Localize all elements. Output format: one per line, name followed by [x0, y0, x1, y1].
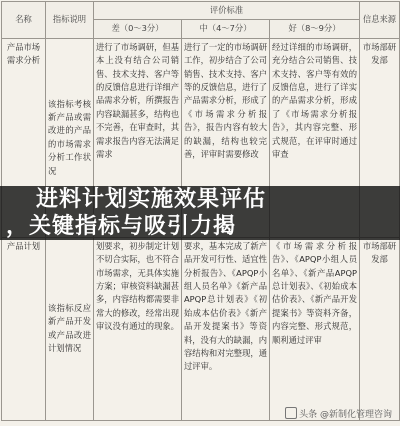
toutiao-logo-icon — [285, 407, 297, 419]
row-poor: 进行了市场调研，但基本上没有结合公司销售、技术支持、客户等的反馈信息进行详细产品需求分析，所撰报告内容缺漏甚多，结构也不完善，在审查时，其需求报告内容无法满足需求 — [94, 38, 182, 237]
row-good: 《市场需求分析报告》、《APQP小组人员名单》、《新产品APQP总计划表》、《初始成本估价表》、《新产品开发提案书》等资料齐备，内容完整、形式规范，顺利通过评审 — [270, 237, 360, 420]
header-name: 名称 — [2, 2, 46, 39]
row-name: 产品市场需求分析 — [2, 38, 46, 237]
row-name: 产品计划 — [2, 237, 46, 420]
header-criteria: 评价标准 — [94, 2, 360, 20]
row-medium: 进行了一定的市场调研工作，初步结合了公司销售、技术支持、客户等的反馈信息，进行了产品需求分析，形成了《市场需求分析报告》，报告内容有较大的缺漏，结构也较完善，评审时需要修改 — [182, 38, 270, 237]
banner-line-2: ，关键指标与吸引力揭 — [0, 213, 400, 240]
banner-line-1: 进料计划实施效果评估 — [0, 186, 400, 213]
row-poor: 划要求，初步制定计划不切合实际，也不符合市场需求，无具体实施方案；审核资料缺漏甚多，内容结构都需要非常大的修改，经常出现审议没有通过的现象。 — [94, 237, 182, 420]
row-medium: 要求，基本完成了新产品开发可行性、适宜性分析报告》、《APQP小组人员名单》《新产品APQP总计划表》《初始成本估价表》《新产品开发提案书》等资料，没有大的缺漏，内容结构和对完整现，通过评审。 — [182, 237, 270, 420]
table-row — [2, 237, 400, 420]
row-source: 市场部研发部 — [360, 38, 400, 237]
watermark-text: 头条 @新制化管理咨询 — [299, 410, 392, 420]
title-banner — [0, 186, 400, 240]
header-indicator: 指标说明 — [46, 2, 94, 39]
row-source: 市场部研发部 — [360, 237, 400, 420]
watermark — [285, 407, 392, 420]
header-good: 好（8～9分） — [270, 20, 360, 38]
row-indicator: 该指标反应新产品开发或产品改进计划情况 — [46, 237, 94, 420]
header-source: 信息来源 — [360, 2, 400, 39]
header-medium: 中（4～7分） — [182, 20, 270, 38]
header-poor: 差（0～3分） — [94, 20, 182, 38]
row-indicator: 该指标考核新产品或需改进的产品的市场需求分析工作状况 — [46, 38, 94, 237]
row-good: 经过详细的市场调研，充分结合公司销售、技术支持、客户等有效的反馈信息，进行了详实的产品需求分析，形成了《市场需求分析报告》，其内容完整、形式规范，在评审时通过审查 — [270, 38, 360, 237]
